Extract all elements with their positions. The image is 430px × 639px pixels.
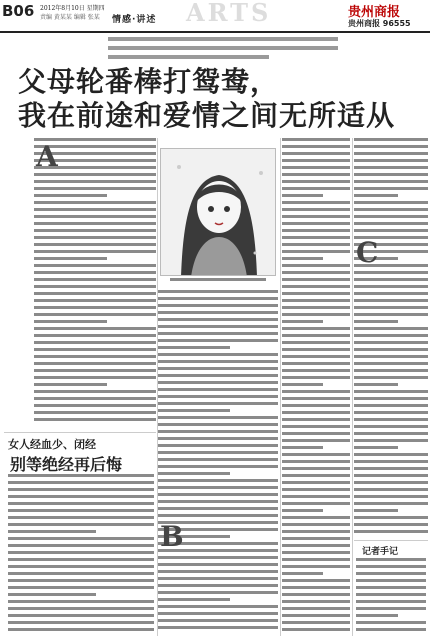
text-line: [282, 495, 350, 498]
text-line: [356, 565, 426, 568]
text-line: [282, 355, 350, 358]
headline-line-2: 我在前途和爱情之间无所适从: [18, 99, 396, 132]
text-line: [354, 138, 428, 141]
text-line: [282, 551, 350, 554]
note-body: [356, 558, 426, 636]
text-line: [158, 367, 278, 370]
text-line: [8, 537, 154, 540]
header-rule: [0, 31, 430, 33]
text-line: [34, 327, 156, 330]
text-line: [34, 243, 156, 246]
text-line: [34, 292, 156, 295]
text-line: [354, 418, 428, 421]
text-line: [34, 215, 156, 218]
text-line: [8, 607, 154, 610]
illustration-caption: [170, 278, 266, 281]
text-line: [282, 159, 350, 162]
text-line: [282, 327, 350, 330]
text-line: [34, 355, 156, 358]
text-line: [354, 439, 428, 442]
text-line: [354, 313, 428, 316]
editors-line: 责编 黄某某 编辑 张某: [40, 14, 100, 21]
text-line: [282, 383, 323, 386]
text-line: [34, 173, 156, 176]
text-line: [354, 166, 428, 169]
text-line: [34, 411, 156, 414]
text-line: [354, 271, 428, 274]
text-line: [34, 271, 156, 274]
text-line: [158, 479, 278, 482]
text-line: [8, 502, 154, 505]
text-line: [34, 320, 107, 323]
text-line: [354, 369, 428, 372]
text-line: [158, 451, 278, 454]
text-line: [282, 152, 350, 155]
text-line: [158, 437, 278, 440]
text-line: [282, 229, 350, 232]
text-line: [354, 215, 428, 218]
text-line: [354, 159, 428, 162]
text-line: [354, 432, 428, 435]
text-line: [158, 430, 278, 433]
text-line: [354, 446, 398, 449]
text-line: [8, 628, 154, 631]
page-number: B06: [2, 2, 35, 20]
girl-illustration-icon: [161, 149, 276, 276]
text-line: [282, 313, 350, 316]
text-line: [158, 598, 230, 601]
text-line: [8, 565, 154, 568]
text-line: [282, 628, 350, 631]
sidebar-subhead: 女人经血少、闭经: [8, 438, 96, 451]
text-line: [34, 180, 156, 183]
text-line: [282, 544, 350, 547]
text-line: [8, 523, 154, 526]
text-line: [354, 201, 428, 204]
text-line: [158, 381, 278, 384]
text-line: [354, 488, 428, 491]
text-line: [8, 551, 154, 554]
text-line: [354, 362, 428, 365]
text-line: [158, 416, 278, 419]
text-line: [354, 299, 428, 302]
text-line: [354, 474, 428, 477]
text-line: [354, 467, 428, 470]
text-line: [158, 318, 278, 321]
text-line: [354, 327, 428, 330]
text-line: [282, 558, 350, 561]
text-line: [354, 348, 428, 351]
divider: [4, 432, 156, 433]
text-line: [282, 614, 350, 617]
text-line: [282, 425, 350, 428]
text-line: [282, 222, 350, 225]
drop-cap: B: [160, 520, 184, 553]
text-line: [8, 614, 154, 617]
text-line: [282, 579, 350, 582]
text-line: [8, 621, 154, 624]
text-line: [282, 404, 350, 407]
text-line: [158, 507, 278, 510]
text-line: [158, 556, 278, 559]
text-line: [282, 187, 350, 190]
text-line: [354, 306, 428, 309]
text-line: [354, 530, 428, 533]
text-line: [34, 229, 156, 232]
text-line: [8, 481, 154, 484]
text-line: [282, 299, 350, 302]
text-line: [354, 516, 428, 519]
text-line: [8, 544, 154, 547]
text-line: [158, 339, 278, 342]
text-line: [34, 285, 156, 288]
text-line: [158, 584, 278, 587]
text-line: [282, 285, 350, 288]
text-line: [282, 446, 323, 449]
text-line: [282, 621, 350, 624]
text-line: [282, 481, 350, 484]
sidebar-body: [8, 474, 154, 636]
column-rule: [280, 138, 281, 636]
text-line: [282, 397, 350, 400]
text-line: [282, 537, 350, 540]
text-line: [354, 404, 428, 407]
text-line: [8, 516, 154, 519]
drop-cap: A: [36, 140, 58, 173]
text-line: [282, 376, 350, 379]
text-line: [354, 481, 428, 484]
text-line: [282, 348, 350, 351]
text-line: [8, 488, 154, 491]
text-line: [158, 493, 278, 496]
text-line: [356, 607, 426, 610]
text-line: [158, 514, 278, 517]
text-line: [282, 369, 350, 372]
drop-cap: C: [356, 236, 379, 269]
text-line: [158, 388, 278, 391]
text-line: [158, 605, 278, 608]
text-line: [282, 600, 350, 603]
text-line: [282, 334, 350, 337]
text-line: [34, 341, 156, 344]
text-line: [354, 180, 428, 183]
text-line: [282, 523, 350, 526]
hotline: 贵州商报 96555: [348, 19, 411, 28]
text-line: [8, 579, 154, 582]
text-line: [34, 278, 156, 281]
text-line: [354, 355, 428, 358]
masthead-logo: 贵州商报: [348, 5, 401, 20]
text-line: [34, 222, 156, 225]
date-line: 2012年8月10日 星期四: [40, 5, 105, 12]
text-line: [34, 194, 107, 197]
text-line: [354, 222, 428, 225]
text-line: [8, 600, 154, 603]
text-line: [354, 383, 398, 386]
text-line: [282, 250, 350, 253]
text-line: [354, 173, 428, 176]
text-line: [282, 138, 350, 141]
text-line: [354, 411, 428, 414]
text-line: [158, 458, 278, 461]
text-line: [354, 425, 428, 428]
text-line: [354, 208, 428, 211]
text-line: [356, 593, 426, 596]
text-line: [356, 572, 426, 575]
text-line: [282, 236, 350, 239]
text-line: [282, 215, 350, 218]
page-header: [0, 0, 430, 32]
text-line: [282, 572, 323, 575]
text-line: [158, 374, 278, 377]
text-line: [356, 628, 426, 631]
text-line: [282, 467, 350, 470]
text-line: [34, 306, 156, 309]
text-line: [34, 418, 156, 421]
text-line: [282, 201, 350, 204]
text-line: [34, 264, 156, 267]
text-line: [158, 353, 278, 356]
column-rule: [352, 138, 353, 636]
text-line: [34, 334, 156, 337]
text-line: [158, 500, 278, 503]
text-line: [354, 509, 398, 512]
text-line: [34, 383, 107, 386]
text-line: [34, 348, 156, 351]
text-line: [282, 243, 350, 246]
text-line: [354, 285, 428, 288]
text-line: [354, 341, 428, 344]
text-line: [356, 558, 426, 561]
text-line: [34, 201, 156, 204]
text-line: [354, 278, 428, 281]
text-line: [282, 264, 350, 267]
text-line: [354, 320, 398, 323]
text-line: [8, 509, 154, 512]
text-line: [158, 486, 278, 489]
text-line: [34, 257, 107, 260]
text-line: [158, 612, 278, 615]
text-line: [282, 271, 350, 274]
headline-line-1: 父母轮番棒打鸳鸯，: [18, 65, 280, 98]
text-line: [282, 607, 350, 610]
text-line: [282, 565, 350, 568]
text-line: [282, 530, 350, 533]
text-line: [282, 208, 350, 211]
text-line: [158, 444, 278, 447]
text-line: [158, 472, 230, 475]
text-line: [158, 311, 278, 314]
text-line: [158, 577, 278, 580]
text-line: [8, 558, 154, 561]
text-line: [282, 502, 350, 505]
text-line: [158, 402, 278, 405]
text-line: [282, 509, 323, 512]
text-line: [158, 570, 278, 573]
text-line: [356, 621, 426, 624]
text-line: [356, 614, 398, 617]
text-line: [282, 460, 350, 463]
text-line: [354, 390, 428, 393]
text-line: [8, 530, 96, 533]
text-line: [354, 334, 428, 337]
text-line: [158, 346, 230, 349]
body-column-1: [34, 138, 156, 428]
text-line: [282, 453, 350, 456]
text-line: [158, 409, 230, 412]
text-line: [282, 439, 350, 442]
section-ghost-text: ARTS: [186, 0, 272, 27]
text-line: [34, 376, 156, 379]
text-line: [282, 173, 350, 176]
text-line: [158, 619, 278, 622]
text-line: [34, 299, 156, 302]
text-line: [354, 453, 428, 456]
text-line: [34, 390, 156, 393]
text-line: [34, 208, 156, 211]
text-line: [34, 250, 156, 253]
text-line: [158, 423, 278, 426]
text-line: [282, 292, 350, 295]
text-line: [34, 369, 156, 372]
text-line: [158, 290, 278, 293]
text-line: [158, 395, 278, 398]
text-line: [34, 397, 156, 400]
text-line: [354, 145, 428, 148]
text-line: [282, 145, 350, 148]
body-column-4: [354, 138, 428, 538]
text-line: [354, 152, 428, 155]
text-line: [282, 306, 350, 309]
text-line: [282, 320, 323, 323]
text-line: [158, 465, 278, 468]
text-line: [356, 586, 426, 589]
sidebar-headline: 别等绝经再后悔: [10, 455, 123, 474]
body-column-2: [158, 290, 278, 636]
text-line: [158, 325, 278, 328]
text-line: [34, 404, 156, 407]
text-line: [34, 187, 156, 190]
text-line: [158, 304, 278, 307]
text-line: [8, 586, 154, 589]
text-line: [282, 418, 350, 421]
text-line: [354, 292, 428, 295]
text-line: [354, 460, 428, 463]
text-line: [8, 495, 154, 498]
text-line: [158, 626, 278, 629]
text-line: [158, 297, 278, 300]
text-line: [354, 523, 428, 526]
column-rule: [157, 138, 158, 636]
note-title: 记者手记: [362, 547, 399, 557]
text-line: [282, 488, 350, 491]
text-line: [282, 341, 350, 344]
divider: [354, 540, 428, 541]
text-line: [354, 229, 428, 232]
text-line: [354, 495, 428, 498]
text-line: [354, 397, 428, 400]
text-line: [354, 376, 428, 379]
text-line: [282, 432, 350, 435]
text-line: [282, 194, 323, 197]
text-line: [282, 257, 323, 260]
text-line: [282, 166, 350, 169]
text-line: [356, 600, 426, 603]
text-line: [158, 332, 278, 335]
text-line: [282, 411, 350, 414]
text-line: [282, 278, 350, 281]
text-line: [282, 586, 350, 589]
illustration: [160, 148, 276, 276]
text-line: [158, 360, 278, 363]
text-line: [282, 180, 350, 183]
text-line: [282, 390, 350, 393]
body-column-3: [282, 138, 350, 636]
text-line: [282, 362, 350, 365]
text-line: [282, 516, 350, 519]
text-line: [158, 563, 278, 566]
section-title: 情感·讲述: [112, 15, 157, 25]
text-line: [282, 593, 350, 596]
text-line: [34, 313, 156, 316]
text-line: [354, 187, 428, 190]
text-line: [8, 593, 96, 596]
text-line: [34, 362, 156, 365]
text-line: [158, 591, 278, 594]
text-line: [34, 236, 156, 239]
text-line: [8, 572, 154, 575]
text-line: [356, 579, 426, 582]
text-line: [354, 194, 398, 197]
text-line: [282, 474, 350, 477]
text-line: [354, 502, 428, 505]
